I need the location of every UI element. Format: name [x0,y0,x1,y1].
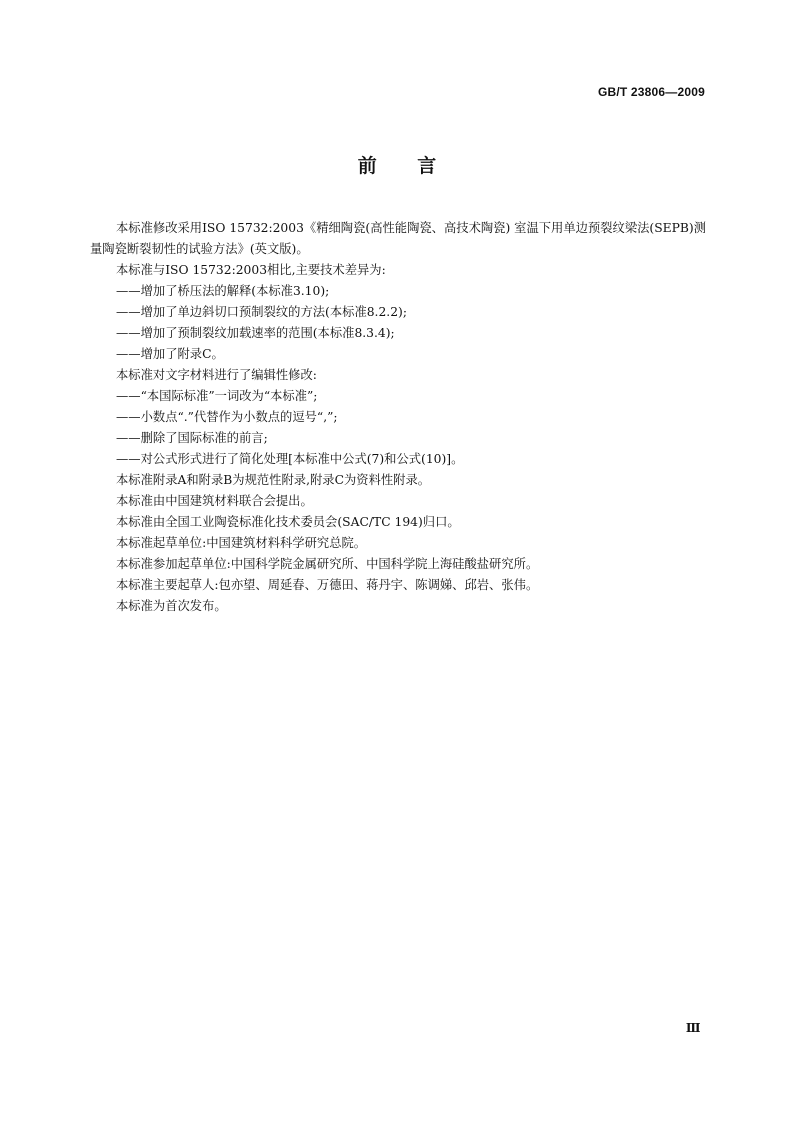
list-item-editorial: ——小数点“.”代替作为小数点的逗号“,”; [116,410,338,424]
paragraph-drafters: 本标准主要起草人:包亦望、周延春、万德田、蒋丹宇、陈调娣、邱岩、张伟。 [116,578,539,592]
paragraph-adoption: 本标准修改采用ISO 15732:2003《精细陶瓷(高性能陶瓷、高技术陶瓷) 室温下用单边预裂纹梁法(SEPB)测量陶瓷断裂韧性的试验方法》(英文版)。 [90,221,707,256]
paragraph-editorial-intro: 本标准对文字材料进行了编辑性修改: [116,368,317,382]
paragraph-drafting-unit: 本标准起草单位:中国建筑材料科学研究总院。 [116,536,367,550]
list-item-difference: ——增加了预制裂纹加载速率的范围(本标准8.3.4); [116,326,395,340]
paragraph-annexes: 本标准附录A和附录B为规范性附录,附录C为资料性附录。 [116,473,431,487]
page-title: 前 言 [357,155,437,177]
paragraph-participating-units: 本标准参加起草单位:中国科学院金属研究所、中国科学院上海硅酸盐研究所。 [116,557,539,571]
list-item-editorial: ——删除了国际标准的前言; [116,431,268,445]
list-item-editorial: ——对公式形式进行了简化处理[本标准中公式(7)和公式(10)]。 [116,452,464,466]
list-item-editorial: ——“本国际标准”一词改为“本标准”; [116,389,318,403]
standard-code: GB/T 23806—2009 [597,85,705,99]
list-item-difference: ——增加了单边斜切口预制裂纹的方法(本标准8.2.2); [116,305,407,319]
paragraph-proposer: 本标准由中国建筑材料联合会提出。 [116,494,313,508]
paragraph-committee: 本标准由全国工业陶瓷标准化技术委员会(SAC/TC 194)归口。 [116,515,460,529]
list-item-difference: ——增加了桥压法的解释(本标准3.10); [116,284,330,298]
page-number: Ⅲ [685,1021,700,1035]
body-text [90,218,707,617]
paragraph-first-release: 本标准为首次发布。 [116,599,227,613]
list-item-difference: ——增加了附录C。 [116,347,224,361]
paragraph-differences-intro: 本标准与ISO 15732:2003相比,主要技术差异为: [116,263,386,277]
